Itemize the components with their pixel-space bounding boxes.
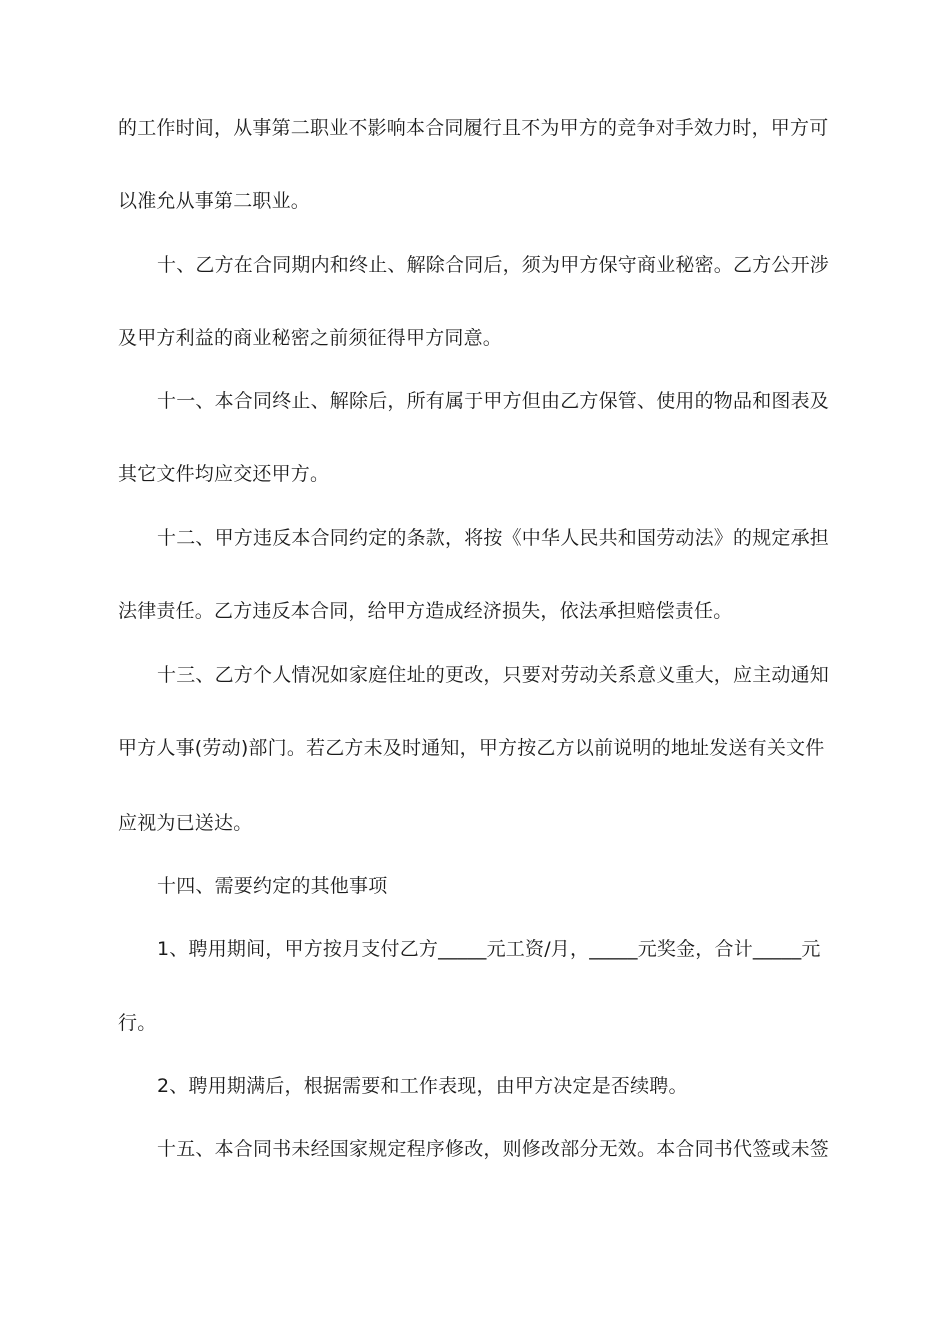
clause-13-line: 十三、乙方个人情况如家庭住址的更改，只要对劳动关系意义重大，应主动通知 xyxy=(157,664,830,686)
paragraph-line: 法律责任。乙方违反本合同，给甲方造成经济损失，依法承担赔偿责任。 xyxy=(118,600,733,622)
clause-11-line: 十一、本合同终止、解除后，所有属于甲方但由乙方保管、使用的物品和图表及 xyxy=(157,390,830,412)
item-2-line: 2、聘用期满后，根据需要和工作表现，由甲方决定是否续聘。 xyxy=(157,1075,688,1097)
paragraph-line: 甲方人事(劳动)部门。若乙方未及时通知，甲方按乙方以前说明的地址发送有关文件 xyxy=(118,737,825,759)
paragraph-line: 其它文件均应交还甲方。 xyxy=(118,463,330,485)
paragraph-line: 及甲方利益的商业秘密之前须征得甲方同意。 xyxy=(118,327,503,349)
paragraph-line: 行。 xyxy=(118,1012,157,1034)
item-1-line: 1、聘用期间，甲方按月支付乙方_____元工资/月，_____元奖金，合计_____元 xyxy=(157,938,821,960)
paragraph-line: 以准允从事第二职业。 xyxy=(118,190,311,212)
clause-15-line: 十五、本合同书未经国家规定程序修改，则修改部分无效。本合同书代签或未签 xyxy=(157,1138,830,1160)
clause-12-line: 十二、甲方违反本合同约定的条款，将按《中华人民共和国劳动法》的规定承担 xyxy=(157,527,830,549)
paragraph-line: 的工作时间，从事第二职业不影响本合同履行且不为甲方的竞争对手效力时，甲方可 xyxy=(118,117,829,139)
clause-14-heading: 十四、需要约定的其他事项 xyxy=(157,875,388,897)
clause-10-line: 十、乙方在合同期内和终止、解除合同后，须为甲方保守商业秘密。乙方公开涉 xyxy=(157,254,830,276)
paragraph-line: 应视为已送达。 xyxy=(118,812,253,834)
